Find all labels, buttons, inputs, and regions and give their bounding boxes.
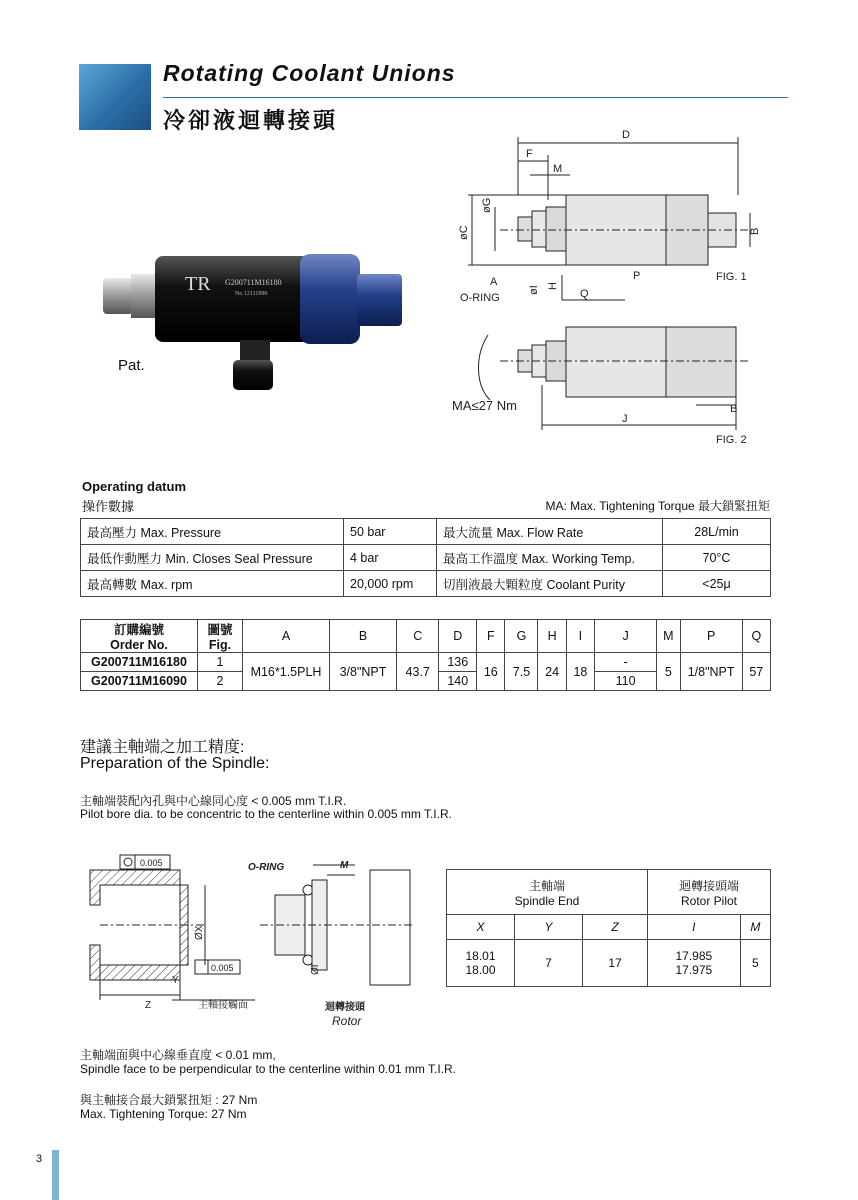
table-row xyxy=(447,940,771,987)
prep-title-zh: 建議主軸端之加工精度: xyxy=(80,739,245,756)
fig1-label: FIG. 1 xyxy=(716,271,747,283)
col-a: A xyxy=(243,620,330,653)
table-row xyxy=(81,571,771,597)
col-j: J xyxy=(595,620,657,653)
i-label: ØI xyxy=(310,964,321,975)
torque-note: MA: Max. Tightening Torque 最大鎖緊扭矩 xyxy=(545,499,770,513)
col-f: F xyxy=(477,620,505,653)
dim-p: P xyxy=(633,270,641,282)
torque-label: MA≤27 Nm xyxy=(452,398,517,413)
page-title-zh: 冷卻液迴轉接頭 xyxy=(163,108,339,133)
label-x: ØX xyxy=(194,925,205,940)
page-edge-bar xyxy=(52,1150,59,1200)
page-number: 3 xyxy=(36,1153,43,1165)
engraving: G200711M16180 xyxy=(225,278,282,287)
val-d: 136 xyxy=(439,653,477,672)
col-x: X xyxy=(447,915,515,940)
col-i: I xyxy=(566,620,594,653)
table-cell: 4 bar xyxy=(344,545,437,571)
table-cell: 50 bar xyxy=(344,519,437,545)
val-a: M16*1.5PLH xyxy=(243,653,330,691)
operating-table xyxy=(80,518,771,597)
tol-concentric: 0.005 xyxy=(140,858,163,868)
i-min: 17.975 xyxy=(675,963,713,977)
dim-b-fig1: B xyxy=(749,227,761,235)
dim-c: øC xyxy=(458,225,470,240)
dim-d: D xyxy=(622,129,630,141)
dim-j: J xyxy=(622,413,628,425)
spindle-end-en: Spindle End xyxy=(514,893,580,908)
rotor-pilot-en: Rotor Pilot xyxy=(680,893,738,908)
prep-line1-zh: 主軸端裝配內孔與中心線同心度 < 0.005 mm T.I.R. xyxy=(80,794,347,808)
dim-i: øI xyxy=(528,285,540,295)
z-value: 17 xyxy=(583,940,648,987)
table-cell: 切削液最大顆粒度 Coolant Purity xyxy=(437,571,663,597)
m-value: 5 xyxy=(740,940,770,987)
oring-label-2: O-RING xyxy=(248,862,285,873)
prep-line3-zh: 與主軸接合最大鎖緊扭矩 : 27 Nm xyxy=(80,1093,258,1107)
serial-engraving: No 12111990 xyxy=(235,291,268,297)
dim-q: Q xyxy=(580,288,589,300)
title-rule xyxy=(163,97,788,98)
val-i: 18 xyxy=(566,653,594,691)
tol-perpendicular: 0.005 xyxy=(211,963,234,973)
table-header-row xyxy=(447,870,771,915)
spindle-table xyxy=(446,869,771,987)
table-cell: 70°C xyxy=(663,545,771,571)
rotor-zh: 迴轉接頭 xyxy=(325,1002,365,1013)
table-row xyxy=(81,519,771,545)
col-h: H xyxy=(538,620,566,653)
val-c: 43.7 xyxy=(397,653,439,691)
dim-b-fig2: B xyxy=(730,403,738,415)
table-cell: 28L/min xyxy=(663,519,771,545)
patent-label: Pat. xyxy=(118,357,145,374)
fig-no: 2 xyxy=(198,672,243,691)
rotor-en: Rotor xyxy=(332,1014,362,1028)
header-color-block xyxy=(79,64,151,130)
spindle-sketch xyxy=(80,850,420,1035)
table-cell: 最高工作溫度 Max. Working Temp. xyxy=(437,545,663,571)
dim-g: øG xyxy=(481,197,493,213)
prep-title-en: Preparation of the Spindle: xyxy=(80,755,270,772)
logo-text: TR xyxy=(185,273,211,295)
rotor-pilot-zh: 迴轉接頭端 xyxy=(678,878,739,893)
val-b: 3/8"NPT xyxy=(330,653,397,691)
label-y: Y xyxy=(172,975,179,986)
technical-drawing xyxy=(440,125,780,450)
col-y: Y xyxy=(515,915,583,940)
label-z: Z xyxy=(145,1000,152,1011)
table-header-row xyxy=(81,620,771,653)
col-i: I xyxy=(648,915,741,940)
order-no: G200711M16090 xyxy=(81,672,198,691)
order-table xyxy=(80,619,771,691)
col-m: M xyxy=(740,915,770,940)
header-order-zh: 訂購編號 xyxy=(113,623,164,637)
table-cell: 最高壓力 Max. Pressure xyxy=(81,519,344,545)
val-j: 110 xyxy=(595,672,657,691)
val-j: - xyxy=(595,653,657,672)
col-g: G xyxy=(505,620,538,653)
operating-title: Operating datum xyxy=(82,479,187,494)
dim-f: F xyxy=(526,148,533,160)
col-m: M xyxy=(657,620,681,653)
table-cell: 最低作動壓力 Min. Closes Seal Pressure xyxy=(81,545,344,571)
page-title: Rotating Coolant Unions xyxy=(163,60,456,86)
product-photo xyxy=(95,240,415,400)
val-m: 5 xyxy=(657,653,681,691)
table-cell: 最大流量 Max. Flow Rate xyxy=(437,519,663,545)
dim-a: A xyxy=(490,276,498,288)
table-header-row xyxy=(447,915,771,940)
table-cell: <25μ xyxy=(663,571,771,597)
table-cell: 最高轉數 Max. rpm xyxy=(81,571,344,597)
prep-line1-en: Pilot bore dia. to be concentric to the centerline within 0.005 mm T.I.R. xyxy=(80,807,452,821)
m-label: M xyxy=(340,860,349,871)
spindle-end-zh: 主軸端 xyxy=(528,878,565,893)
x-max: 18.01 xyxy=(465,949,496,963)
i-max: 17.985 xyxy=(675,949,713,963)
col-p: P xyxy=(680,620,742,653)
header-order-en: Order No. xyxy=(110,638,168,652)
header-fig-en: Fig. xyxy=(208,638,232,652)
dim-m: M xyxy=(553,163,563,175)
col-d: D xyxy=(439,620,477,653)
prep-line2-en: Spindle face to be perpendicular to the centerline within 0.01 mm T.I.R. xyxy=(80,1062,456,1076)
val-p: 1/8"NPT xyxy=(680,653,742,691)
val-g: 7.5 xyxy=(505,653,538,691)
x-min: 18.00 xyxy=(465,963,496,977)
dim-h: H xyxy=(547,282,559,290)
table-row xyxy=(81,653,771,672)
prep-line2-zh: 主軸端面與中心線垂直度 < 0.01 mm, xyxy=(80,1048,276,1062)
spindle-face-label: 主軸接觸面 xyxy=(198,1000,248,1011)
val-h: 24 xyxy=(538,653,566,691)
fig-no: 1 xyxy=(198,653,243,672)
col-z: Z xyxy=(583,915,648,940)
fig2-label: FIG. 2 xyxy=(716,434,747,446)
y-value: 7 xyxy=(515,940,583,987)
val-f: 16 xyxy=(477,653,505,691)
header-fig-zh: 圖號 xyxy=(207,623,233,637)
col-c: C xyxy=(397,620,439,653)
order-no: G200711M16180 xyxy=(81,653,198,672)
oring-label: O-RING xyxy=(460,292,500,304)
prep-line3-en: Max. Tightening Torque: 27 Nm xyxy=(80,1107,247,1121)
table-row xyxy=(81,545,771,571)
table-cell: 20,000 rpm xyxy=(344,571,437,597)
col-b: B xyxy=(330,620,397,653)
operating-title-zh: 操作數據 xyxy=(82,499,135,514)
col-q: Q xyxy=(742,620,770,653)
val-q: 57 xyxy=(742,653,770,691)
val-d: 140 xyxy=(439,672,477,691)
